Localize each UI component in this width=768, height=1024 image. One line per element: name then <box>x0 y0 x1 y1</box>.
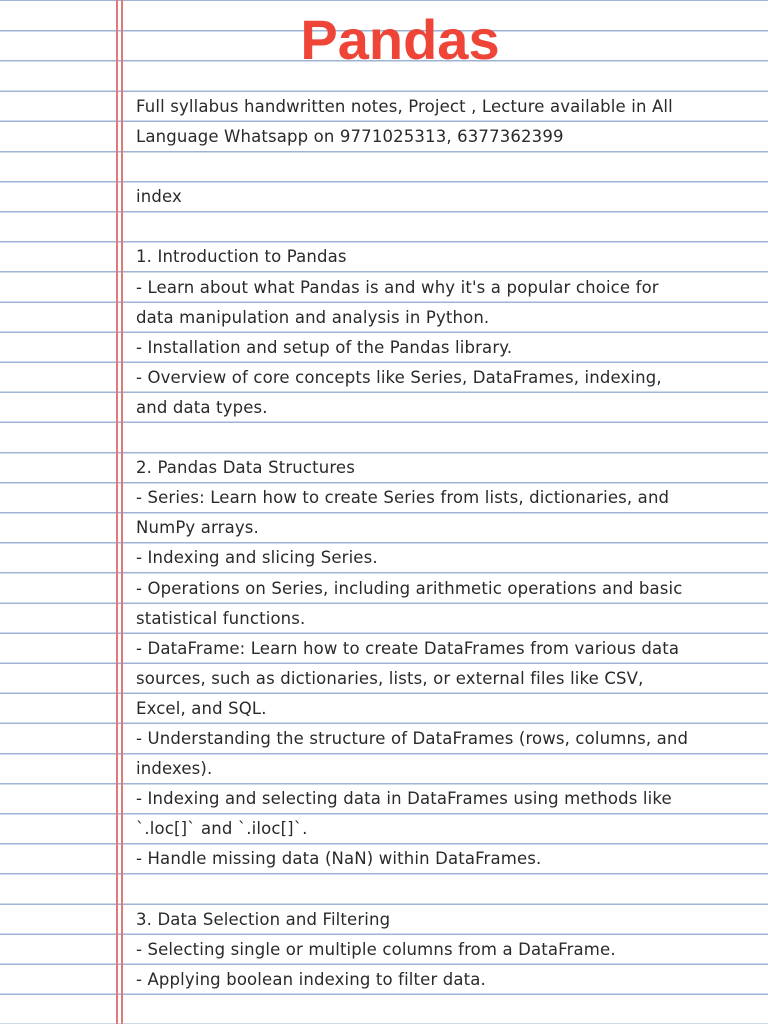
note-line: indexes). <box>136 759 213 779</box>
note-line: - Understanding the structure of DataFrames (rows, columns, and <box>136 728 689 748</box>
note-line: data manipulation and analysis in Python. <box>136 307 490 327</box>
margin-line-right <box>121 0 123 1024</box>
note-line: - Handle missing data (NaN) within DataFrames. <box>136 849 542 869</box>
blank-line <box>136 423 760 453</box>
note-line: - Indexing and selecting data in DataFrames using methods like <box>136 789 672 809</box>
blank-line <box>136 212 760 242</box>
note-line: - Installation and setup of the Pandas library. <box>136 337 513 357</box>
note-line: - Selecting single or multiple columns from a DataFrame. <box>136 939 616 959</box>
note-line: and data types. <box>136 397 268 417</box>
index-heading: index <box>136 187 182 207</box>
note-line: `.loc[]` and `.iloc[]`. <box>136 819 308 839</box>
note-line: - Series: Learn how to create Series from lists, dictionaries, and <box>136 488 670 508</box>
section-heading: 3. Data Selection and Filtering <box>136 909 391 929</box>
blank-line <box>136 874 760 904</box>
note-line: statistical functions. <box>136 608 306 628</box>
note-line: NumPy arrays. <box>136 518 259 538</box>
note-line: Excel, and SQL. <box>136 698 267 718</box>
note-line: Full syllabus handwritten notes, Project , Lecture available in All <box>136 97 673 116</box>
note-line: - Operations on Series, including arithmetic operations and basic <box>136 578 683 598</box>
note-line: - Applying boolean indexing to filter data. <box>136 969 486 989</box>
section-heading: 2. Pandas Data Structures <box>136 458 355 478</box>
page-title: Pandas <box>300 8 500 71</box>
note-line: sources, such as dictionaries, lists, or external files like CSV, <box>136 668 644 688</box>
note-line: - DataFrame: Learn how to create DataFrames from various data <box>136 638 680 658</box>
note-line: - Learn about what Pandas is and why it's a popular choice for <box>136 277 659 297</box>
margin-line-left <box>116 0 118 1024</box>
section-heading: 1. Introduction to Pandas <box>136 247 347 267</box>
notes-body <box>136 92 760 995</box>
note-line: - Indexing and slicing Series. <box>136 548 378 568</box>
note-line: - Overview of core concepts like Series, DataFrames, indexing, <box>136 367 662 387</box>
note-line: Language Whatsapp on 9771025313, 6377362399 <box>136 127 564 147</box>
blank-line <box>136 152 760 182</box>
